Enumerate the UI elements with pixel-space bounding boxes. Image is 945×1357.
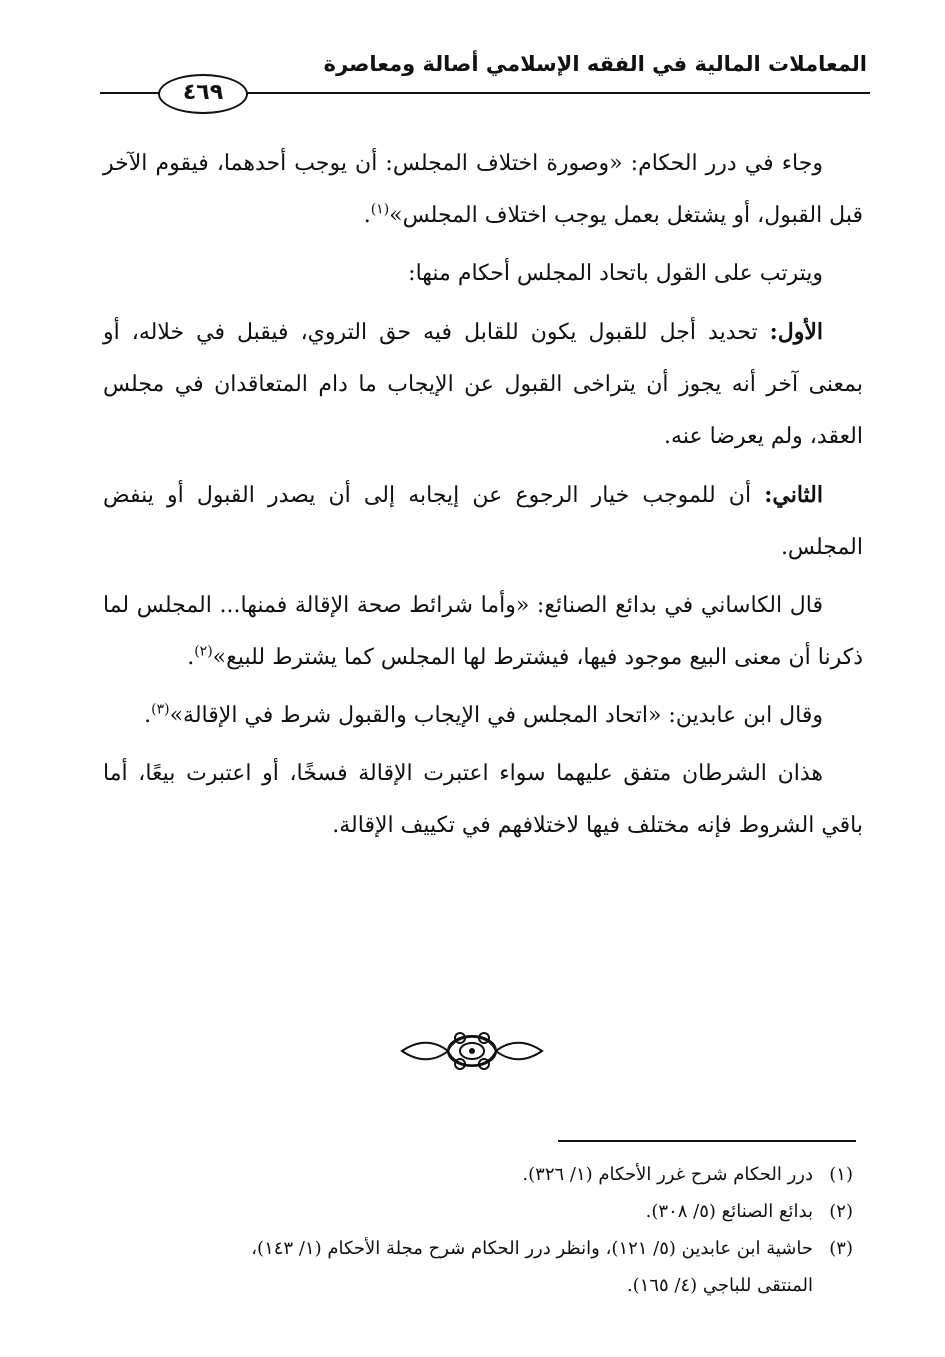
paragraph-second-rule — [103, 469, 863, 574]
paragraph-kasani-quote: قال الكاساني في بدائع الصنائع: «وأما شرائط صحة الإقالة فمنها... المجلس لما ذكرنا أن معنى البيع موجود فيها، فيشترط لها المجلس كما يشترط للبيع»$^{(٢)}$. — [103, 593, 863, 670]
paragraph-lead: الثاني: — [764, 482, 823, 508]
footnote-3-continuation — [93, 1267, 853, 1304]
footnote-text: درر الحكام شرح غرر الأحكام (١/ ٣٢٦). — [522, 1164, 813, 1185]
running-header-title: المعاملات المالية في الفقه الإسلامي أصالة ومعاصرة — [323, 52, 867, 76]
paragraph-text: وقال ابن عابدين: «اتحاد المجلس في الإيجاب والقبول شرط في الإقالة» — [169, 703, 823, 728]
footnote-3 — [93, 1230, 853, 1267]
footnote-text: حاشية ابن عابدين (٥/ ١٢١)، وانظر درر الحكام شرح مجلة الأحكام (١/ ١٤٣)، — [251, 1238, 813, 1259]
paragraph-first-rule — [103, 306, 863, 463]
footnote-2 — [93, 1193, 853, 1230]
paragraph-lead: الأول: — [769, 319, 823, 345]
footnote-number: (١) — [829, 1164, 853, 1185]
paragraph-durar-quote: وجاء في درر الحكام: «وصورة اختلاف المجلس: أن يوجب أحدهما، فيقوم الآخر قبل القبول، أو يشتغل بعمل يوجب اختلاف المجلس»$^{(١)}$. — [103, 151, 863, 228]
footnote-separator — [558, 1140, 856, 1142]
footnote-number: (٣) — [829, 1238, 853, 1259]
footnotes — [93, 1156, 853, 1304]
footnote-text: المنتقى للباجي (٤/ ١٦٥). — [626, 1275, 813, 1296]
paragraph-text: تحديد أجل للقبول يكون للقابل فيه حق التروي، فيقبل في خلاله، أو بمعنى آخر أنه يجوز أن يتراخى القبول عن الإيجاب ما دام المتعاقدان في مجلس العقد، ولم يعرضا عنه. — [103, 320, 863, 449]
paragraph-conclusion — [103, 748, 863, 852]
paragraph-ibn-abidin-quote: وقال ابن عابدين: «اتحاد المجلس في الإيجاب والقبول شرط في الإقالة»$^{(٣)}$. — [144, 701, 823, 728]
footnote-ref-2[interactable]: (٢) — [194, 643, 213, 660]
paragraph-text: ويترتب على القول باتحاد المجلس أحكام منها: — [408, 261, 823, 286]
page-number-badge: ٤٦٩ — [158, 74, 248, 114]
footnote-text: بدائع الصنائع (٥/ ٣٠٨). — [645, 1201, 813, 1222]
paragraph-text: أن للموجب خيار الرجوع عن إيجابه إلى أن يصدر القبول أو ينفض المجلس. — [103, 483, 863, 560]
footnote-1 — [93, 1156, 853, 1193]
footnote-ref-1[interactable]: (١) — [370, 201, 390, 218]
section-ornament — [398, 1024, 546, 1078]
paragraph-text: هذان الشرطان متفق عليهما سواء اعتبرت الإقالة فسخًا، أو اعتبرت بيعًا، أما باقي الشروط فإنه مختلف فيها لاختلافهم في تكييف الإقالة. — [103, 761, 863, 838]
paragraph-text: وجاء في درر الحكام: «وصورة اختلاف المجلس: أن يوجب أحدهما، فيقوم الآخر قبل القبول، أو يشتغل بعمل يوجب اختلاف المجلس» — [103, 151, 863, 228]
paragraph-consequences-intro — [103, 248, 863, 300]
main-text — [103, 138, 863, 858]
footnote-number: (٢) — [829, 1201, 853, 1222]
footnote-ref-3[interactable]: (٣) — [151, 701, 170, 718]
paragraph-text: قال الكاساني في بدائع الصنائع: «وأما شرائط صحة الإقالة فمنها... المجلس لما ذكرنا أن معنى البيع موجود فيها، فيشترط لها المجلس كما يشترط للبيع» — [103, 593, 863, 670]
